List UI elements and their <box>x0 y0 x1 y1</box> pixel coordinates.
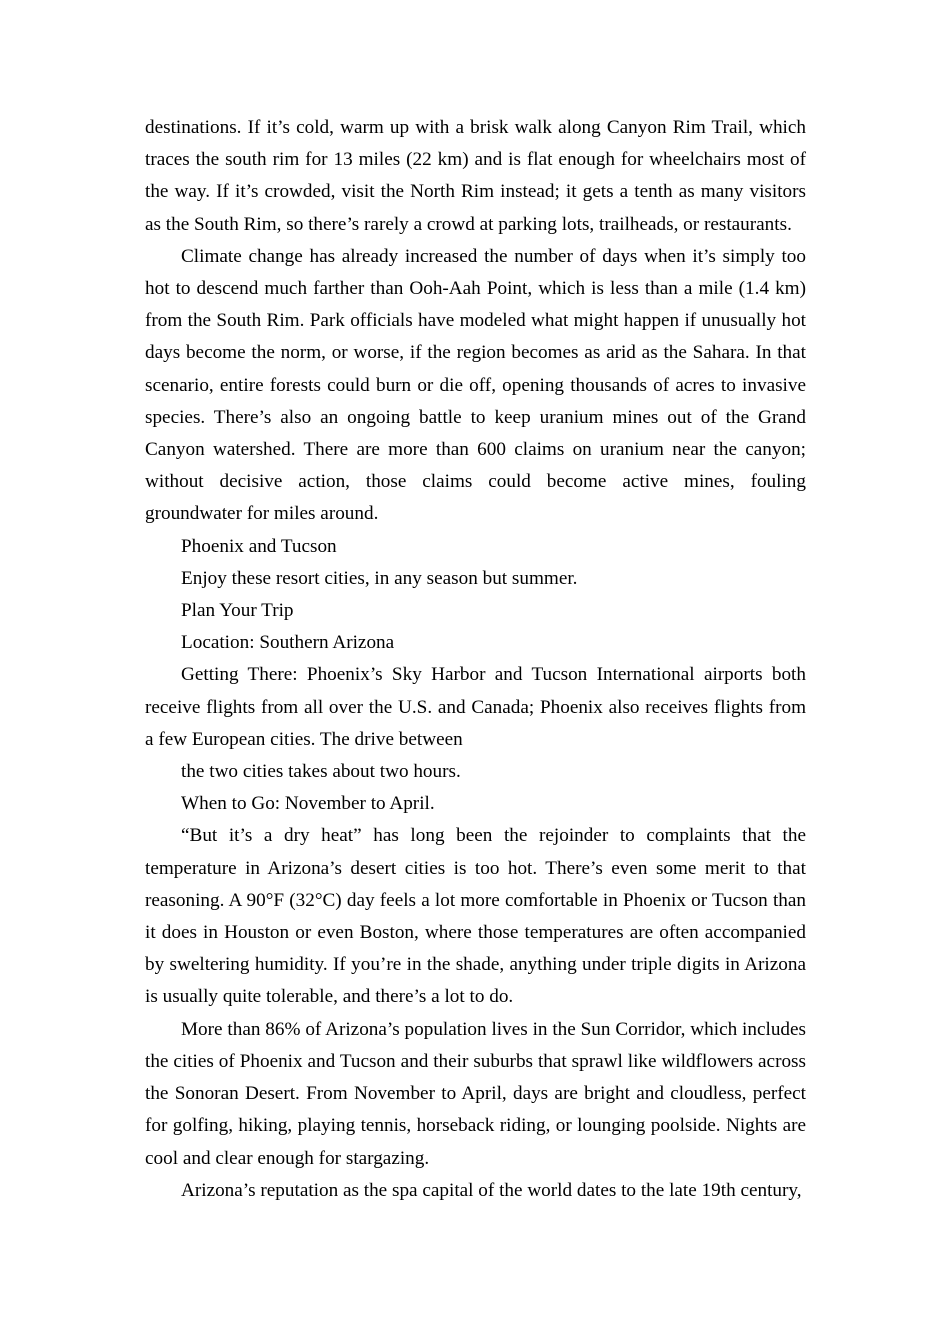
paragraph-location: Location: Southern Arizona <box>181 632 395 654</box>
paragraph-destinations: destinations. If it’s cold, warm up with a brisk walk along Canyon Rim Trail, which traces the south rim for 13 miles (22 km) and is flat enough for wheelchairs most of the way. If it’s crowded, visit the North Rim instead; it gets a tenth as many visitors as the South Rim, so there’s rarely a crowd at parking lots, trailheads, or restaurants. <box>145 117 806 235</box>
paragraph-climate-change: Climate change has already increased the number of days when it’s simply too hot to descend much farther than Ooh-Aah Point, which is less than a mile (1.4 km) from the South Rim. Park officials have modeled what might happen if unusually hot days become the norm, or worse, if the region becomes as arid as the Sahara. In that scenario, entire forests could burn or die off, opening thousands of acres to invasive species. There’s also an ongoing battle to keep uranium mines out of the Grand Canyon watershed. There are more than 600 claims on uranium near the canyon; without decisive action, those claims could become active mines, fouling groundwater for miles around. <box>145 245 806 525</box>
paragraph-sun-corridor: More than 86% of Arizona’s population lives in the Sun Corridor, which includes the cities of Phoenix and Tucson and their suburbs that sprawl like wildflowers across the Sonoran Desert. From November to April, days are bright and cloudless, perfect for golfing, hiking, playing tennis, horseback riding, or lounging poolside. Nights are cool and clear enough for stargazing. <box>145 1018 806 1169</box>
paragraph-two-cities-drive: the two cities takes about two hours. <box>181 761 461 783</box>
paragraph-spa-capital: Arizona’s reputation as the spa capital of the world dates to the late 19th century, <box>181 1179 802 1201</box>
paragraph-getting-there: Getting There: Phoenix’s Sky Harbor and Tucson International airports both receive flights from all over the U.S. and Canada; Phoenix also receives flights from a few European cities. The drive between <box>145 664 806 750</box>
heading-plan-your-trip: Plan Your Trip <box>181 600 294 622</box>
paragraph-when-to-go: When to Go: November to April. <box>181 793 435 815</box>
paragraph-enjoy-resort-cities: Enjoy these resort cities, in any season but summer. <box>181 567 578 589</box>
heading-phoenix-and-tucson: Phoenix and Tucson <box>181 535 337 557</box>
paragraph-dry-heat: “But it’s a dry heat” has long been the rejoinder to complaints that the temperature in Arizona’s desert cities is too hot. There’s even some merit to that reasoning. A 90°F (32°C) day feels a lot more comfortable in Phoenix or Tucson than it does in Houston or even Boston, where those temperatures are often accompanied by sweltering humidity. If you’re in the shade, anything under triple digits in Arizona is usually quite tolerable, and there’s a lot to do. <box>145 825 806 1008</box>
document-text-column <box>145 112 806 1207</box>
